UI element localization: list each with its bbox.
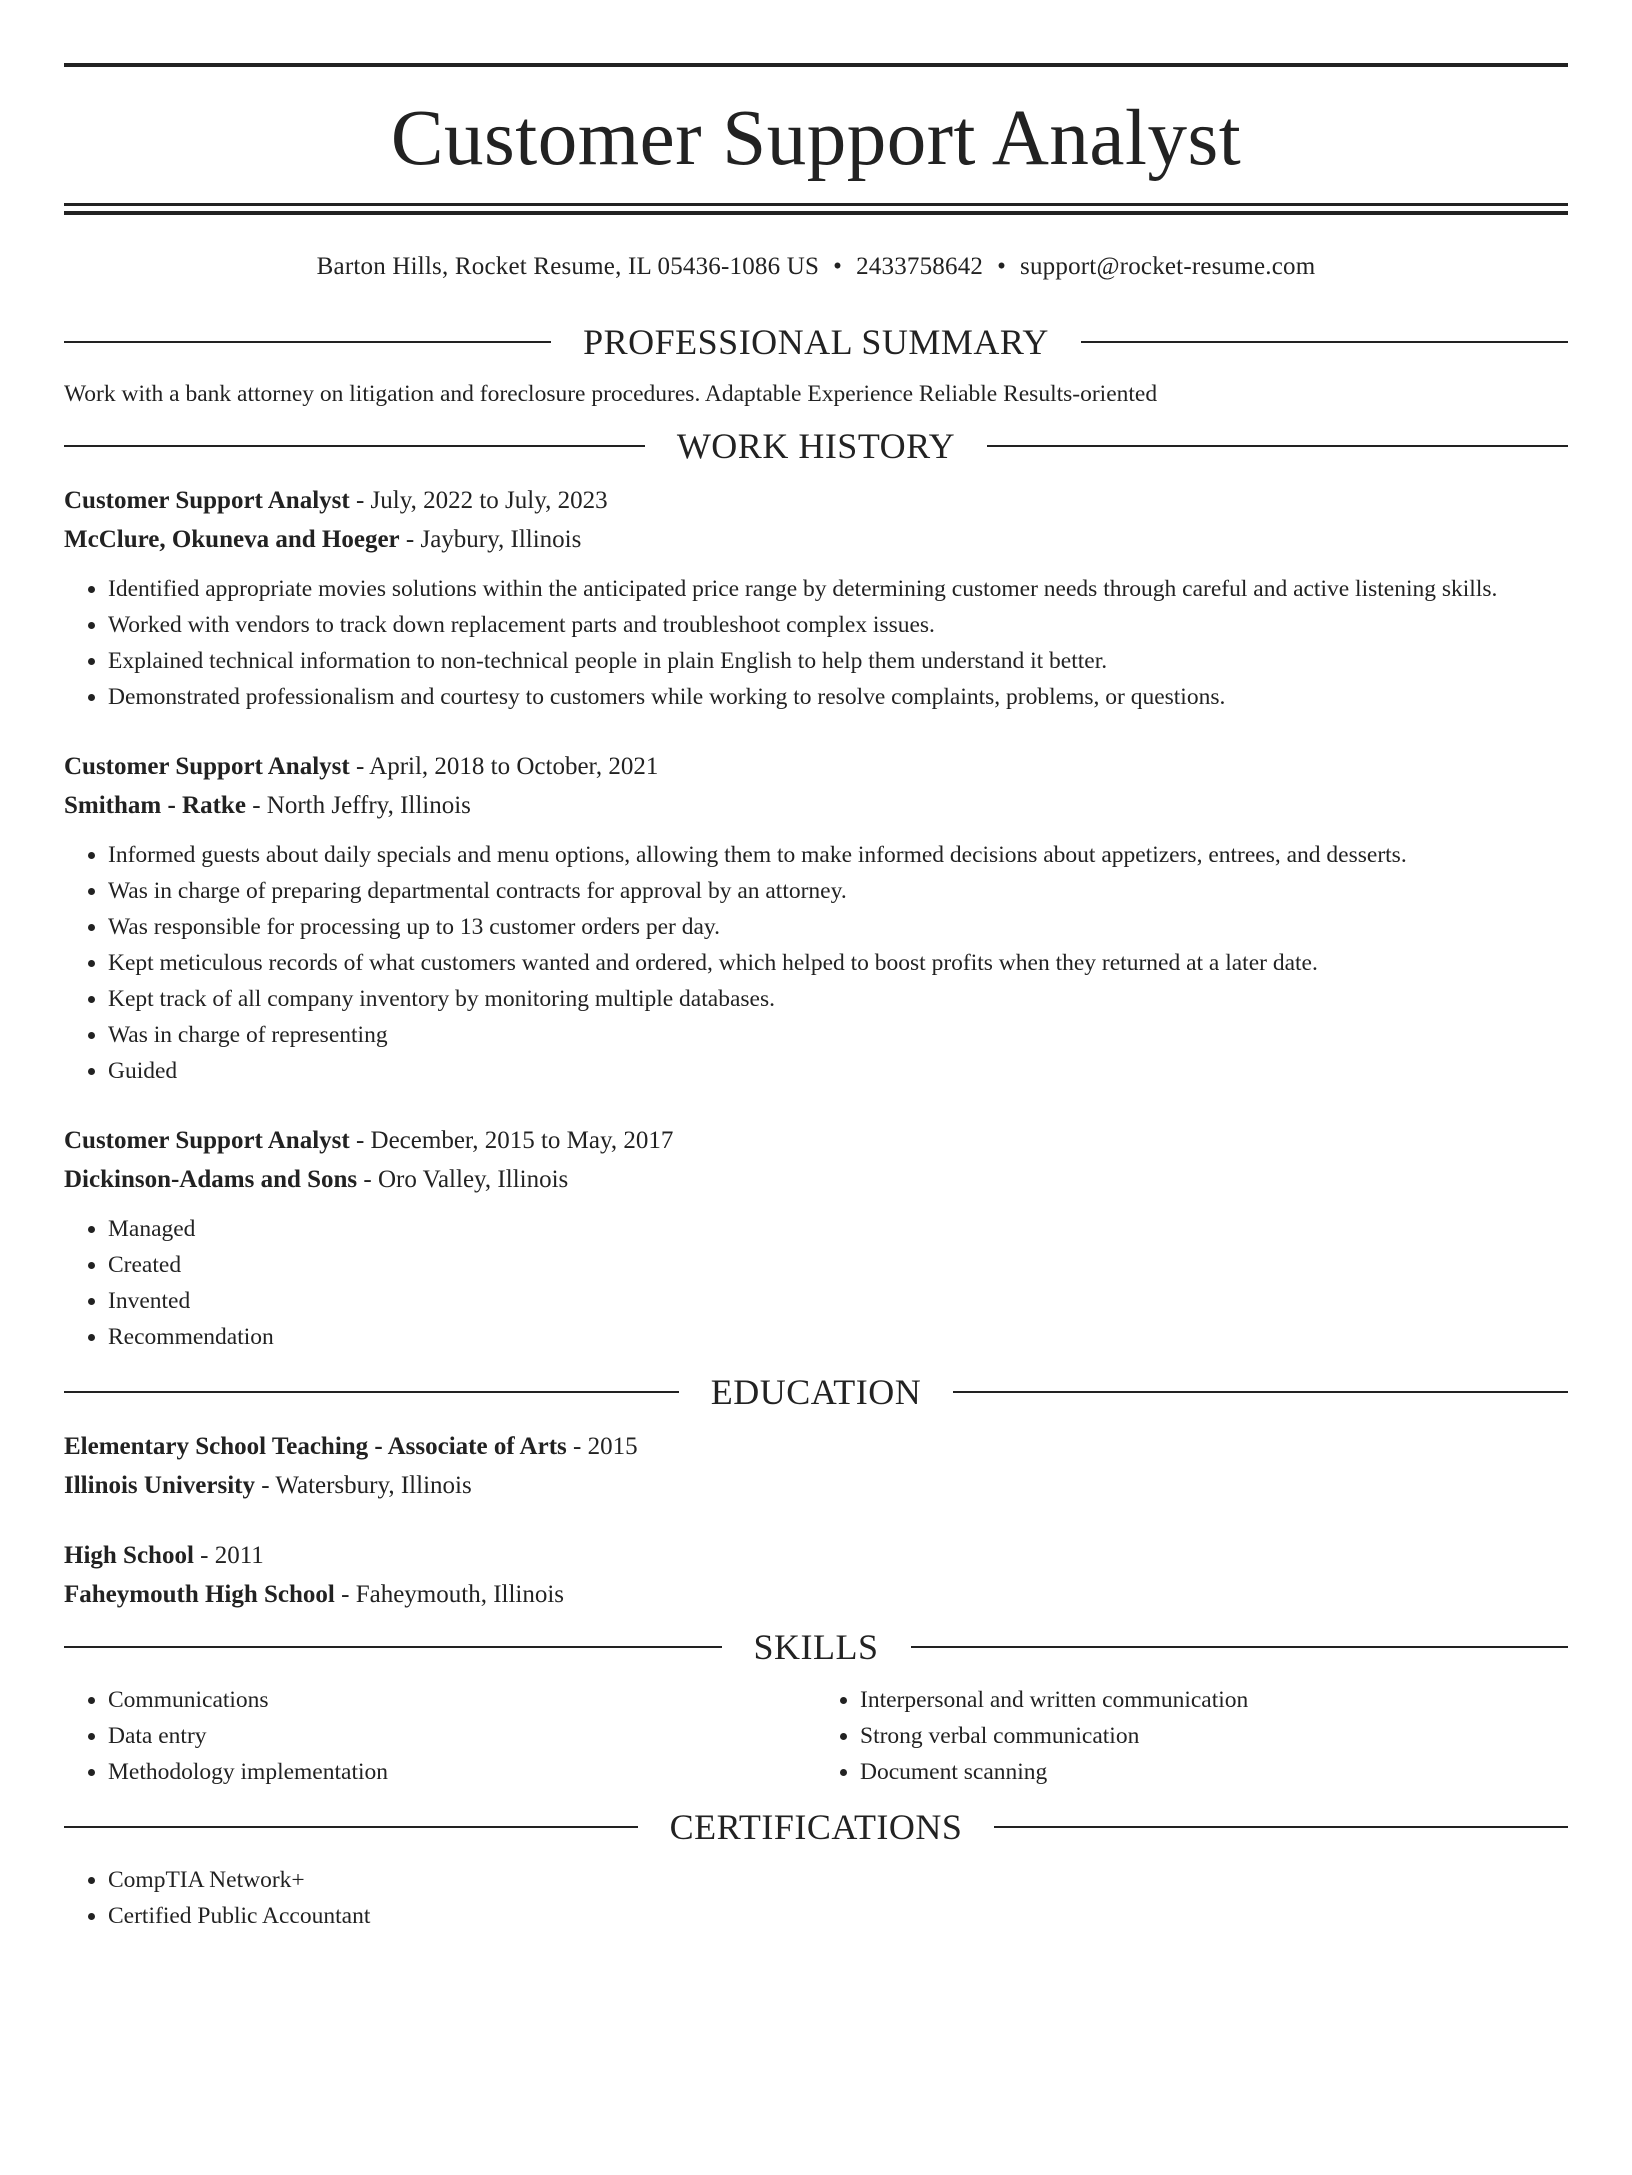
header-top-rule xyxy=(64,63,1568,67)
job-dates: - April, 2018 to October, 2021 xyxy=(349,753,659,780)
section-title: WORK HISTORY xyxy=(676,426,956,466)
section-rule-right xyxy=(911,1646,1569,1648)
section-header-certifications xyxy=(64,1802,1568,1852)
skill-item: • Communications xyxy=(108,1682,816,1718)
skills-columns xyxy=(64,1682,1568,1790)
resume-page xyxy=(0,63,1632,2175)
job-bullet: • Recommendation xyxy=(108,1319,1568,1355)
job-bullet: • Was in charge of preparing departmental contracts for approval by an attorney. xyxy=(108,873,1568,909)
job-bullet: • Invented xyxy=(108,1283,1568,1319)
job-company: McClure, Okuneva and Hoeger xyxy=(64,526,400,553)
contact-address: Barton Hills, Rocket Resume, IL 05436-1086 US xyxy=(316,253,820,280)
section-rule-right xyxy=(994,1826,1568,1828)
section-header-skills xyxy=(64,1622,1568,1672)
section-title: SKILLS xyxy=(753,1627,879,1667)
contact-phone: 2433758642 xyxy=(856,253,984,280)
education-school: Illinois University xyxy=(64,1472,255,1499)
resume-name: Customer Support Analyst xyxy=(390,95,1242,182)
skills-list-right xyxy=(816,1682,1568,1790)
job-title: Customer Support Analyst xyxy=(64,753,350,780)
job-bullet: • Guided xyxy=(108,1053,1568,1089)
section-title: EDUCATION xyxy=(710,1372,922,1412)
job-company: Dickinson-Adams and Sons xyxy=(64,1166,358,1193)
job-bullet: • Kept track of all company inventory by monitoring multiple databases. xyxy=(108,981,1568,1017)
job-company-line xyxy=(64,1160,1568,1199)
job-location: - Oro Valley, Illinois xyxy=(357,1166,569,1193)
education-school-line xyxy=(64,1575,1568,1614)
job-company-line xyxy=(64,786,1568,825)
section-header-education xyxy=(64,1367,1568,1417)
job-bullet: • Created xyxy=(108,1247,1568,1283)
section-rule-right xyxy=(987,445,1568,447)
job-bullet: • Was in charge of representing xyxy=(108,1017,1568,1053)
job-bullet: • Kept meticulous records of what customers wanted and ordered, which helped to boost profits when they returned at a later date. xyxy=(108,945,1568,981)
job-bullet: • Worked with vendors to track down replacement parts and troubleshoot complex issues. xyxy=(108,607,1568,643)
job-location: - North Jeffry, Illinois xyxy=(245,792,471,819)
job-bullets xyxy=(64,571,1568,715)
job-entry xyxy=(64,481,1568,715)
job-title-line xyxy=(64,747,1568,786)
education-degree: High School xyxy=(64,1542,194,1569)
skill-item: • Interpersonal and written communication xyxy=(860,1682,1568,1718)
job-dates: - July, 2022 to July, 2023 xyxy=(349,487,608,514)
skill-item: • Data entry xyxy=(108,1718,816,1754)
education-year: - 2011 xyxy=(193,1542,264,1569)
section-rule-left xyxy=(64,1391,679,1393)
section-rule-right xyxy=(1081,341,1568,343)
job-title-line xyxy=(64,1121,1568,1160)
job-bullet: • Managed xyxy=(108,1211,1568,1247)
job-bullet: • Was responsible for processing up to 13 customer orders per day. xyxy=(108,909,1568,945)
certification-item: • CompTIA Network+ xyxy=(108,1862,1568,1898)
contact-separator: • xyxy=(997,253,1007,280)
certifications-list xyxy=(64,1862,1568,1934)
skills-list-left xyxy=(64,1682,816,1790)
job-bullet: • Explained technical information to non-technical people in plain English to help them understand it better. xyxy=(108,643,1568,679)
section-header-work-history xyxy=(64,421,1568,471)
education-entry xyxy=(64,1427,1568,1505)
job-company-line xyxy=(64,520,1568,559)
section-title: CERTIFICATIONS xyxy=(669,1807,963,1847)
section-rule-left xyxy=(64,445,645,447)
education-degree-line xyxy=(64,1536,1568,1575)
section-rule-right xyxy=(953,1391,1568,1393)
job-title: Customer Support Analyst xyxy=(64,1127,350,1154)
job-bullet: • Informed guests about daily specials and menu options, allowing them to make informed decisions about appetizers, entrees, and desserts. xyxy=(108,837,1568,873)
education-location: - Watersbury, Illinois xyxy=(255,1472,472,1499)
job-location: - Jaybury, Illinois xyxy=(399,526,582,553)
education-school: Faheymouth High School xyxy=(64,1581,335,1608)
job-bullet: • Identified appropriate movies solutions within the anticipated price range by determining customer needs through careful and active listening skills. xyxy=(108,571,1568,607)
education-degree-line xyxy=(64,1427,1568,1466)
education-entry xyxy=(64,1536,1568,1614)
education-school-line xyxy=(64,1466,1568,1505)
header-double-rule xyxy=(64,203,1568,215)
section-rule-left xyxy=(64,1646,722,1648)
section-header-summary xyxy=(64,317,1568,367)
job-company: Smitham - Ratke xyxy=(64,792,246,819)
job-entry xyxy=(64,1121,1568,1355)
section-rule-left xyxy=(64,341,551,343)
job-bullet: • Demonstrated professionalism and courtesy to customers while working to resolve complaints, problems, or questions. xyxy=(108,679,1568,715)
job-entry xyxy=(64,747,1568,1089)
contact-separator: • xyxy=(833,253,843,280)
section-rule-left xyxy=(64,1826,638,1828)
section-title: PROFESSIONAL SUMMARY xyxy=(583,322,1049,362)
skill-item: • Strong verbal communication xyxy=(860,1718,1568,1754)
job-dates: - December, 2015 to May, 2017 xyxy=(349,1127,674,1154)
education-degree: Elementary School Teaching - Associate of Arts xyxy=(64,1433,567,1460)
summary-text: Work with a bank attorney on litigation and foreclosure procedures. Adaptable Experience Reliable Results-oriented xyxy=(64,381,1158,407)
job-bullets xyxy=(64,837,1568,1089)
skill-item: • Document scanning xyxy=(860,1754,1568,1790)
contact-email: support@rocket-resume.com xyxy=(1020,253,1316,280)
job-title-line xyxy=(64,481,1568,520)
contact-line xyxy=(64,247,1568,287)
job-title: Customer Support Analyst xyxy=(64,487,350,514)
education-year: - 2015 xyxy=(566,1433,638,1460)
education-location: - Faheymouth, Illinois xyxy=(334,1581,565,1608)
job-bullets xyxy=(64,1211,1568,1355)
skill-item: • Methodology implementation xyxy=(108,1754,816,1790)
certification-item: • Certified Public Accountant xyxy=(108,1898,1568,1934)
